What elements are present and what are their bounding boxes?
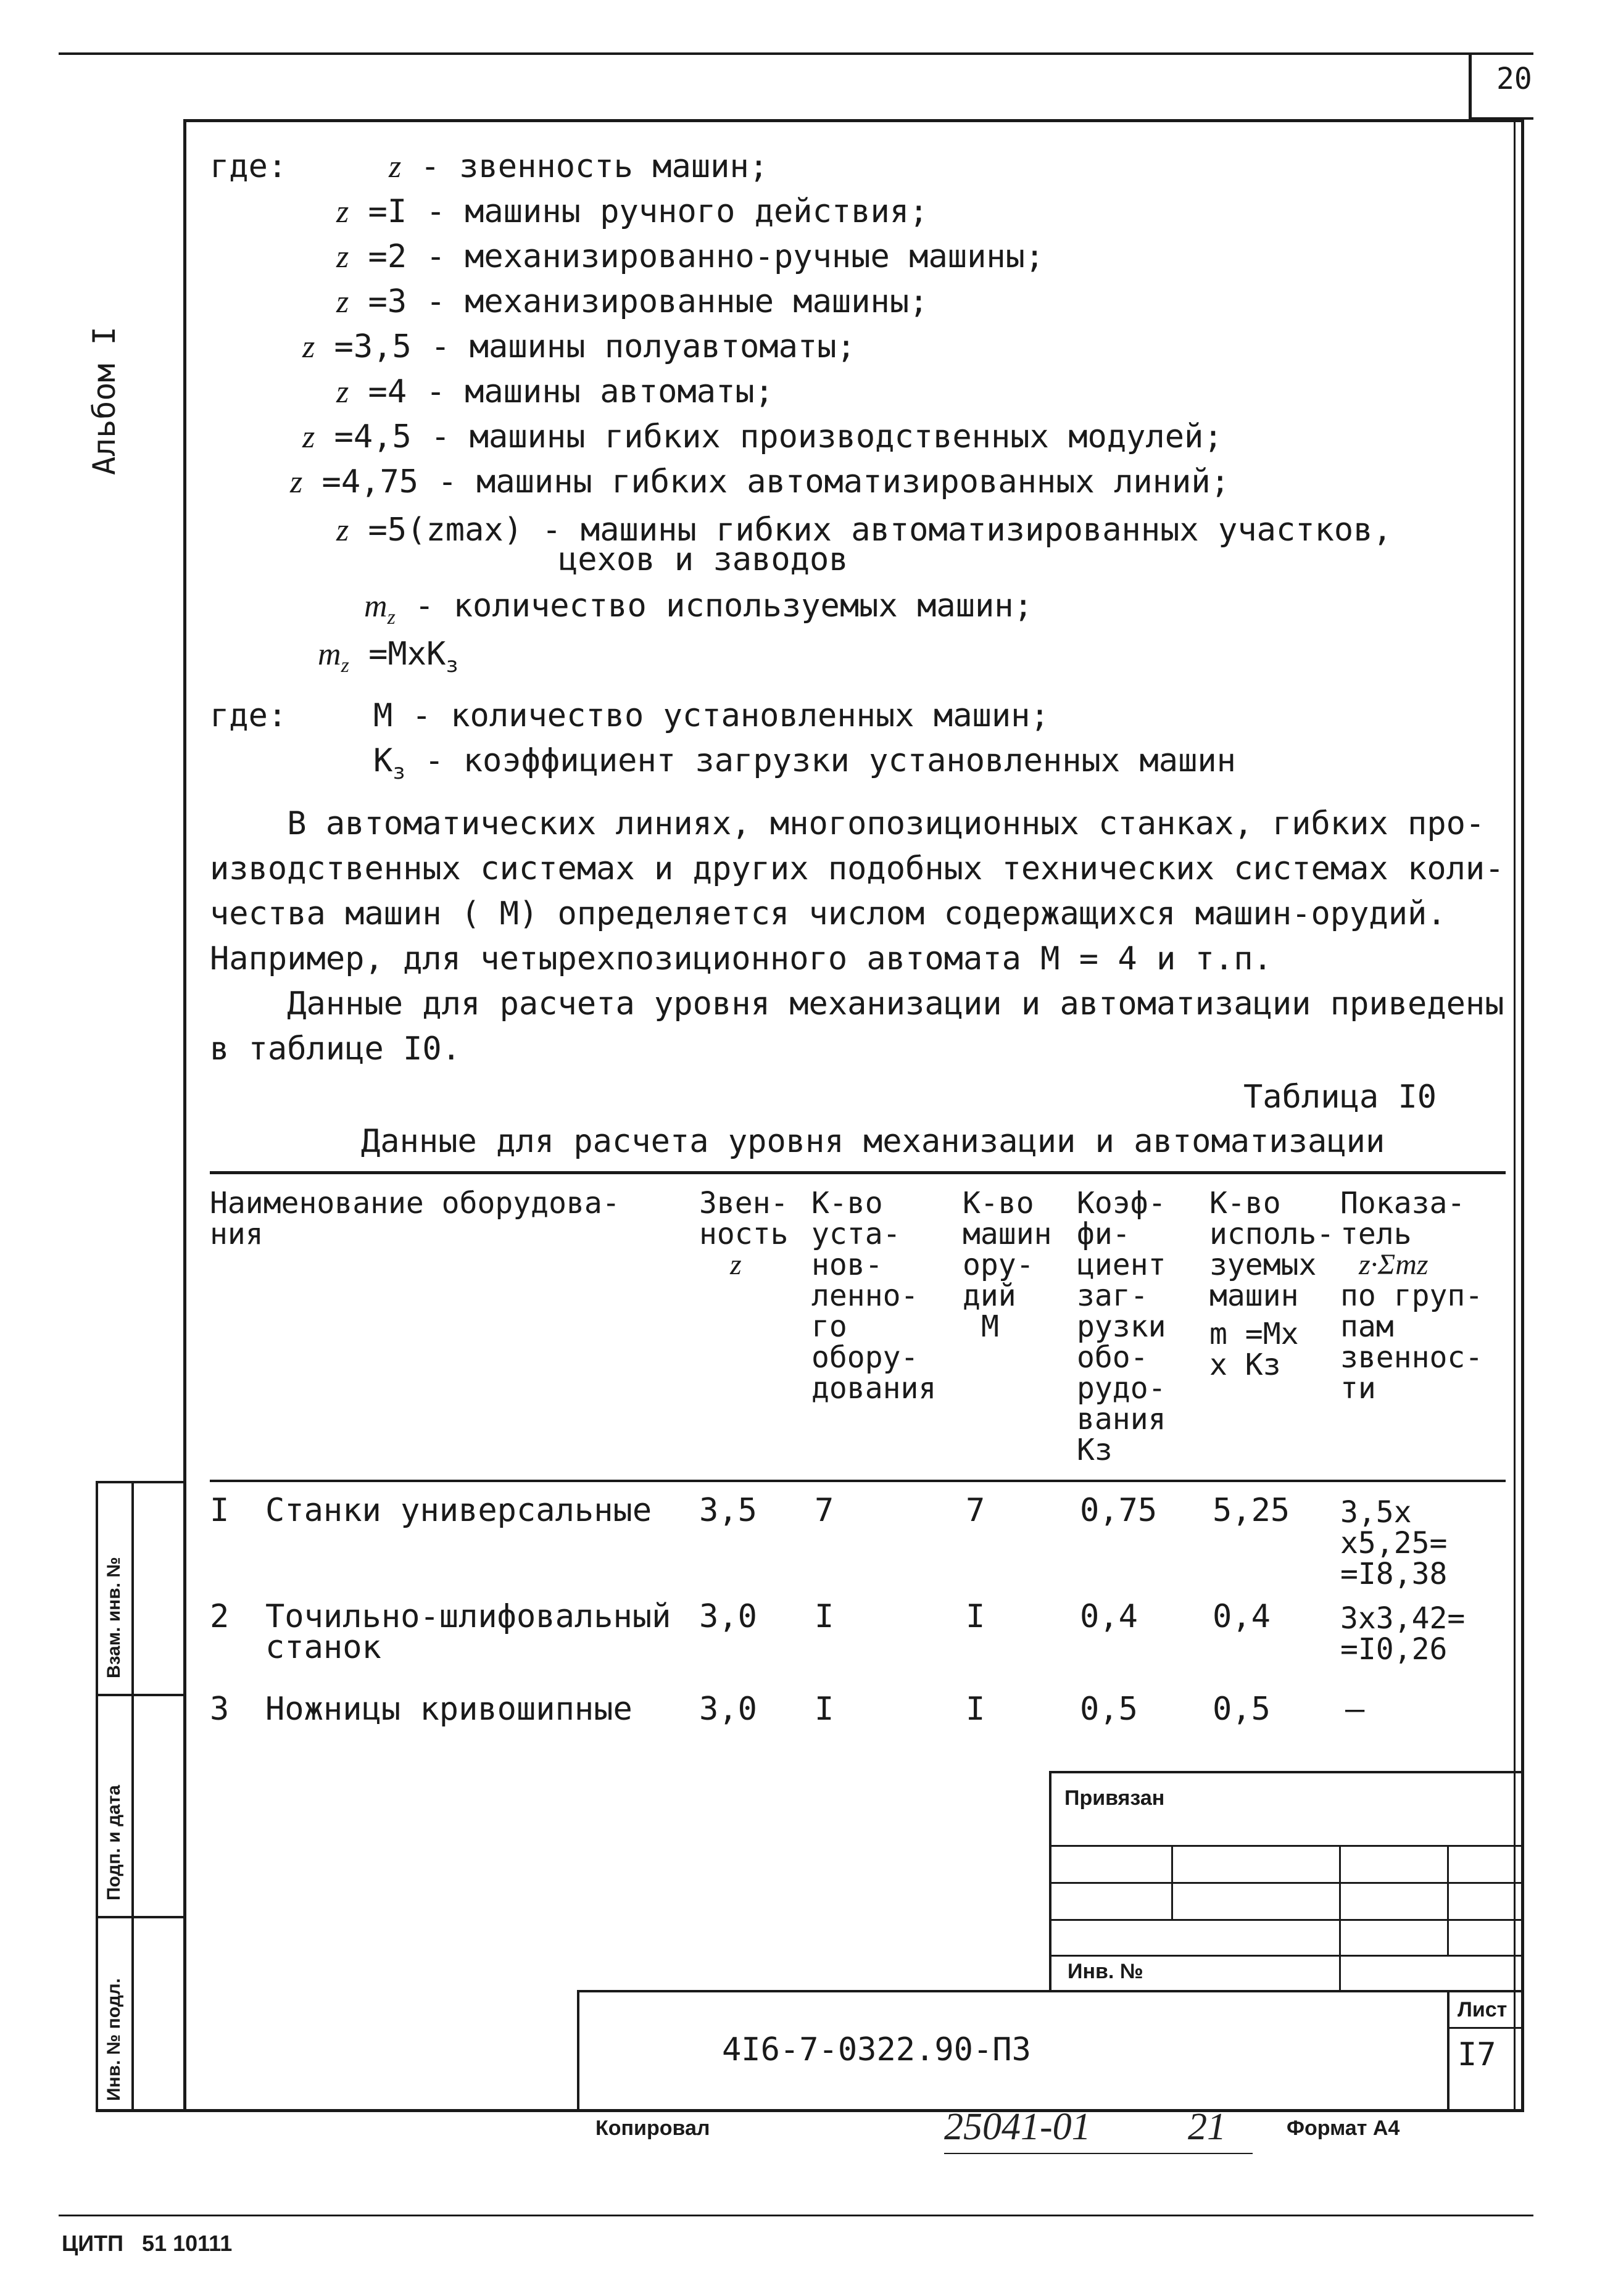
row-name: станок [265, 1629, 381, 1666]
row-k: 0,4 [1080, 1598, 1138, 1635]
def-line [302, 328, 856, 366]
doc-block-top [577, 1990, 1524, 1992]
where2-text: - количество установленных машин; [392, 697, 1050, 734]
row-index: х5,25= [1340, 1526, 1448, 1560]
frame-right-outer [1521, 119, 1524, 2112]
stamp-row4 [1049, 1955, 1524, 1957]
header-text: К-во [1209, 1186, 1281, 1221]
header-text: х Кз [1209, 1348, 1281, 1382]
m-formula-sub: з [446, 653, 458, 678]
header-text: заг- [1077, 1279, 1148, 1313]
where2-sub: з [392, 760, 405, 784]
row-name: Станки универсальные [265, 1492, 652, 1529]
z-symbol: z [336, 375, 349, 410]
sheet-box-left [1447, 1990, 1449, 2112]
table-title: Данные для расчета уровня механизации и автоматизации [361, 1123, 1385, 1160]
privyazan-label: Привязан [1064, 1786, 1165, 1810]
m-def-text: - количество используемых машин; [395, 587, 1033, 624]
def-text: =3 - механизированные машины; [349, 283, 929, 320]
doc-code: 4I6-7-0322.90-ПЗ [722, 2031, 1031, 2068]
header-text: К-во [963, 1186, 1034, 1221]
stamp-row1 [1049, 1845, 1524, 1847]
def-text: =4,5 - машины гибких производственных модулей; [315, 418, 1223, 455]
header-installed [811, 1188, 936, 1404]
header-index [1340, 1188, 1483, 1404]
header-text: Звен- [699, 1186, 789, 1221]
paragraph-line: Данные для расчета уровня механизации и автоматизации приведены [210, 985, 1504, 1022]
row-used: 0,4 [1213, 1598, 1271, 1635]
header-text: рузки [1077, 1309, 1166, 1344]
row-k: 0,75 [1080, 1492, 1158, 1529]
z-symbol: z [336, 513, 349, 548]
header-text: нов- [811, 1248, 883, 1282]
row-num: I [210, 1492, 230, 1529]
header-text: ния [210, 1217, 263, 1251]
z-symbol: z [336, 194, 349, 230]
z-symbol: z [290, 465, 303, 500]
header-text: обо- [1077, 1340, 1148, 1375]
def-line [336, 373, 774, 411]
sheet-box-mid [1447, 2027, 1524, 2029]
where2-line [373, 742, 1236, 790]
header-text: пам [1340, 1309, 1394, 1344]
header-text: Коэф- [1077, 1186, 1166, 1221]
sheet-label: Лист [1458, 1998, 1508, 2021]
def-text: =4,75 - машины гибких автоматизированных линий; [302, 463, 1230, 500]
stamp-col1 [1171, 1845, 1173, 1920]
def-line [336, 238, 1044, 276]
paragraph-line: в таблице I0. [210, 1030, 461, 1067]
side-label-vzam: Взам. инв. № [104, 1557, 124, 1678]
def-text: - звенность машин; [401, 148, 769, 185]
header-text: ность [699, 1217, 789, 1251]
top-rule [59, 52, 1533, 55]
header-text: машин [963, 1217, 1052, 1251]
paragraph-line: Например, для четырехпозиционного автомата М = 4 и т.п. [210, 940, 1272, 977]
header-text: тель [1340, 1217, 1412, 1251]
table-row [0, 1492, 1605, 1603]
zmax-continuation: цехов и заводов [558, 541, 848, 578]
def-line [336, 512, 1392, 549]
header-text: Показа- [1340, 1186, 1466, 1221]
inv-no-label: Инв. № [1068, 1960, 1143, 1983]
row-name: Ножницы кривошипные [265, 1691, 632, 1728]
header-text: фи- [1077, 1217, 1130, 1251]
row-index: =I8,38 [1340, 1557, 1448, 1591]
header-text: машин [1209, 1279, 1299, 1313]
paragraph-line: изводственных системах и других подобных технических системах коли- [210, 850, 1504, 887]
side-inner-left [131, 1481, 134, 2112]
paragraph-line: В автоматических линиях, многопозиционных станках, гибких про- [210, 805, 1485, 842]
stamp-top [1049, 1771, 1524, 1773]
row-used: 5,25 [1213, 1492, 1290, 1529]
header-name [210, 1188, 620, 1250]
frame-bottom [96, 2109, 1524, 2112]
m-formula [318, 636, 458, 684]
header-text: М [981, 1309, 999, 1344]
album-label: Альбом I [86, 326, 122, 475]
stamp-row2 [1049, 1882, 1524, 1884]
m-symbol: $m_z$ [364, 589, 396, 629]
side-div-2 [96, 1916, 185, 1918]
header-tools [963, 1188, 1052, 1342]
z-symbol: z [336, 239, 349, 275]
where2-symbol: М [373, 697, 393, 734]
row-tools: 7 [966, 1492, 985, 1529]
def-text: =4 - машины автоматы; [349, 373, 774, 410]
row-z: 3,0 [699, 1598, 757, 1635]
header-used [1209, 1188, 1334, 1380]
def-text: =5(zmax) - машины гибких автоматизированных участков, [349, 512, 1392, 549]
where-label-2: где: [210, 697, 288, 734]
def-text: =3,5 - машины полуавтоматы; [315, 328, 856, 365]
z-symbol: z [302, 329, 315, 365]
row-k: 0,5 [1080, 1691, 1138, 1728]
handwritten-code: 25041-01 [944, 2106, 1091, 2148]
header-text: z·Σmz [1359, 1248, 1429, 1281]
z-symbol: z [302, 420, 315, 455]
header-zvennost [699, 1188, 789, 1280]
def-text: =2 - механизированно-ручные машины; [349, 238, 1045, 275]
page-number: 20 [1496, 62, 1532, 96]
z-symbol: z [336, 284, 349, 320]
row-index: 3х3,42= [1340, 1601, 1466, 1636]
footer-rule [59, 2215, 1533, 2216]
header-text: обору- [811, 1340, 919, 1375]
m-formula-text: =МхК [349, 636, 446, 673]
stamp-row3 [1049, 1919, 1524, 1921]
row-index: =I0,26 [1340, 1632, 1448, 1667]
header-text: ору- [963, 1248, 1034, 1282]
header-text: Кз [1077, 1433, 1113, 1467]
side-outer-left [96, 1481, 98, 2112]
header-text: го [811, 1309, 847, 1344]
handwritten-number: 21 [1188, 2106, 1226, 2148]
m-definition [364, 587, 1033, 636]
header-text: рудо- [1077, 1371, 1166, 1406]
row-used: 0,5 [1213, 1691, 1271, 1728]
def-line [290, 463, 1230, 501]
header-text: уста- [811, 1217, 901, 1251]
def-text: =I - машины ручного действия; [349, 193, 929, 230]
def-line [302, 418, 1223, 456]
header-text: z [730, 1248, 742, 1281]
table-top-rule [210, 1171, 1506, 1174]
row-installed: I [815, 1598, 834, 1635]
header-text: циент [1077, 1248, 1166, 1282]
row-installed: I [815, 1691, 834, 1728]
table-row [0, 1598, 1605, 1678]
row-tools: I [966, 1598, 985, 1635]
header-text: ленно- [811, 1279, 919, 1313]
frame-right-inner [1514, 119, 1516, 2112]
header-text: m =Мх [1209, 1317, 1299, 1351]
header-text: ти [1340, 1371, 1376, 1406]
side-label-inv: Инв. № подл. [104, 1978, 124, 2101]
table-header-rule [210, 1480, 1506, 1482]
pagenum-box-left [1469, 52, 1472, 120]
def-line [389, 148, 768, 186]
table-label: Таблица I0 [1243, 1079, 1437, 1116]
where-label-1: где: [210, 148, 288, 185]
m-symbol: $m_z$ [318, 637, 349, 677]
side-top [96, 1481, 185, 1483]
row-index: 3,5х [1340, 1495, 1412, 1530]
row-name: Точильно-шлифовальный [265, 1598, 671, 1635]
where2-line [373, 697, 1050, 734]
header-text: звеннос- [1340, 1340, 1483, 1375]
sheet-number: I7 [1458, 2036, 1496, 2073]
header-text: Наименование оборудова- [210, 1186, 620, 1221]
doc-block-left [577, 1990, 579, 2112]
header-text: исполь- [1209, 1217, 1335, 1251]
frame-left [183, 119, 186, 2112]
def-line [336, 193, 928, 231]
row-num: 2 [210, 1598, 230, 1635]
side-div-1 [96, 1694, 185, 1696]
format-label: Формат А4 [1287, 2116, 1400, 2140]
copied-label: Копировал [595, 2116, 710, 2140]
frame-top [183, 119, 1522, 122]
row-tools: I [966, 1691, 985, 1728]
row-z: 3,0 [699, 1691, 757, 1728]
header-text: зуемых [1209, 1248, 1317, 1282]
paragraph-line: чества машин ( М) определяется числом содержащихся машин-орудий. [210, 895, 1446, 932]
row-num: 3 [210, 1691, 230, 1728]
header-text: дования [811, 1371, 937, 1406]
def-line [336, 283, 928, 321]
row-installed: 7 [815, 1492, 834, 1529]
header-text: дий [963, 1279, 1016, 1313]
header-text: К-во [811, 1186, 883, 1221]
stamp-col3 [1447, 1845, 1449, 1955]
header-coef [1077, 1188, 1166, 1465]
org-code: ЦИТП 51 10111 [62, 2231, 233, 2256]
table-row [0, 1691, 1605, 1734]
header-text: вания [1077, 1402, 1166, 1436]
stamp-left [1049, 1771, 1051, 1992]
handwritten-underline [944, 2153, 1253, 2154]
row-index: – [1345, 1691, 1365, 1728]
header-text: по груп- [1340, 1279, 1483, 1313]
where2-symbol: К [373, 742, 393, 779]
where2-text: - коэффициент загрузки установленных машин [405, 742, 1236, 779]
stamp-col2 [1339, 1845, 1341, 1992]
side-label-podp: Подп. и дата [104, 1784, 124, 1900]
z-symbol: z [389, 149, 402, 184]
row-z: 3,5 [699, 1492, 757, 1529]
